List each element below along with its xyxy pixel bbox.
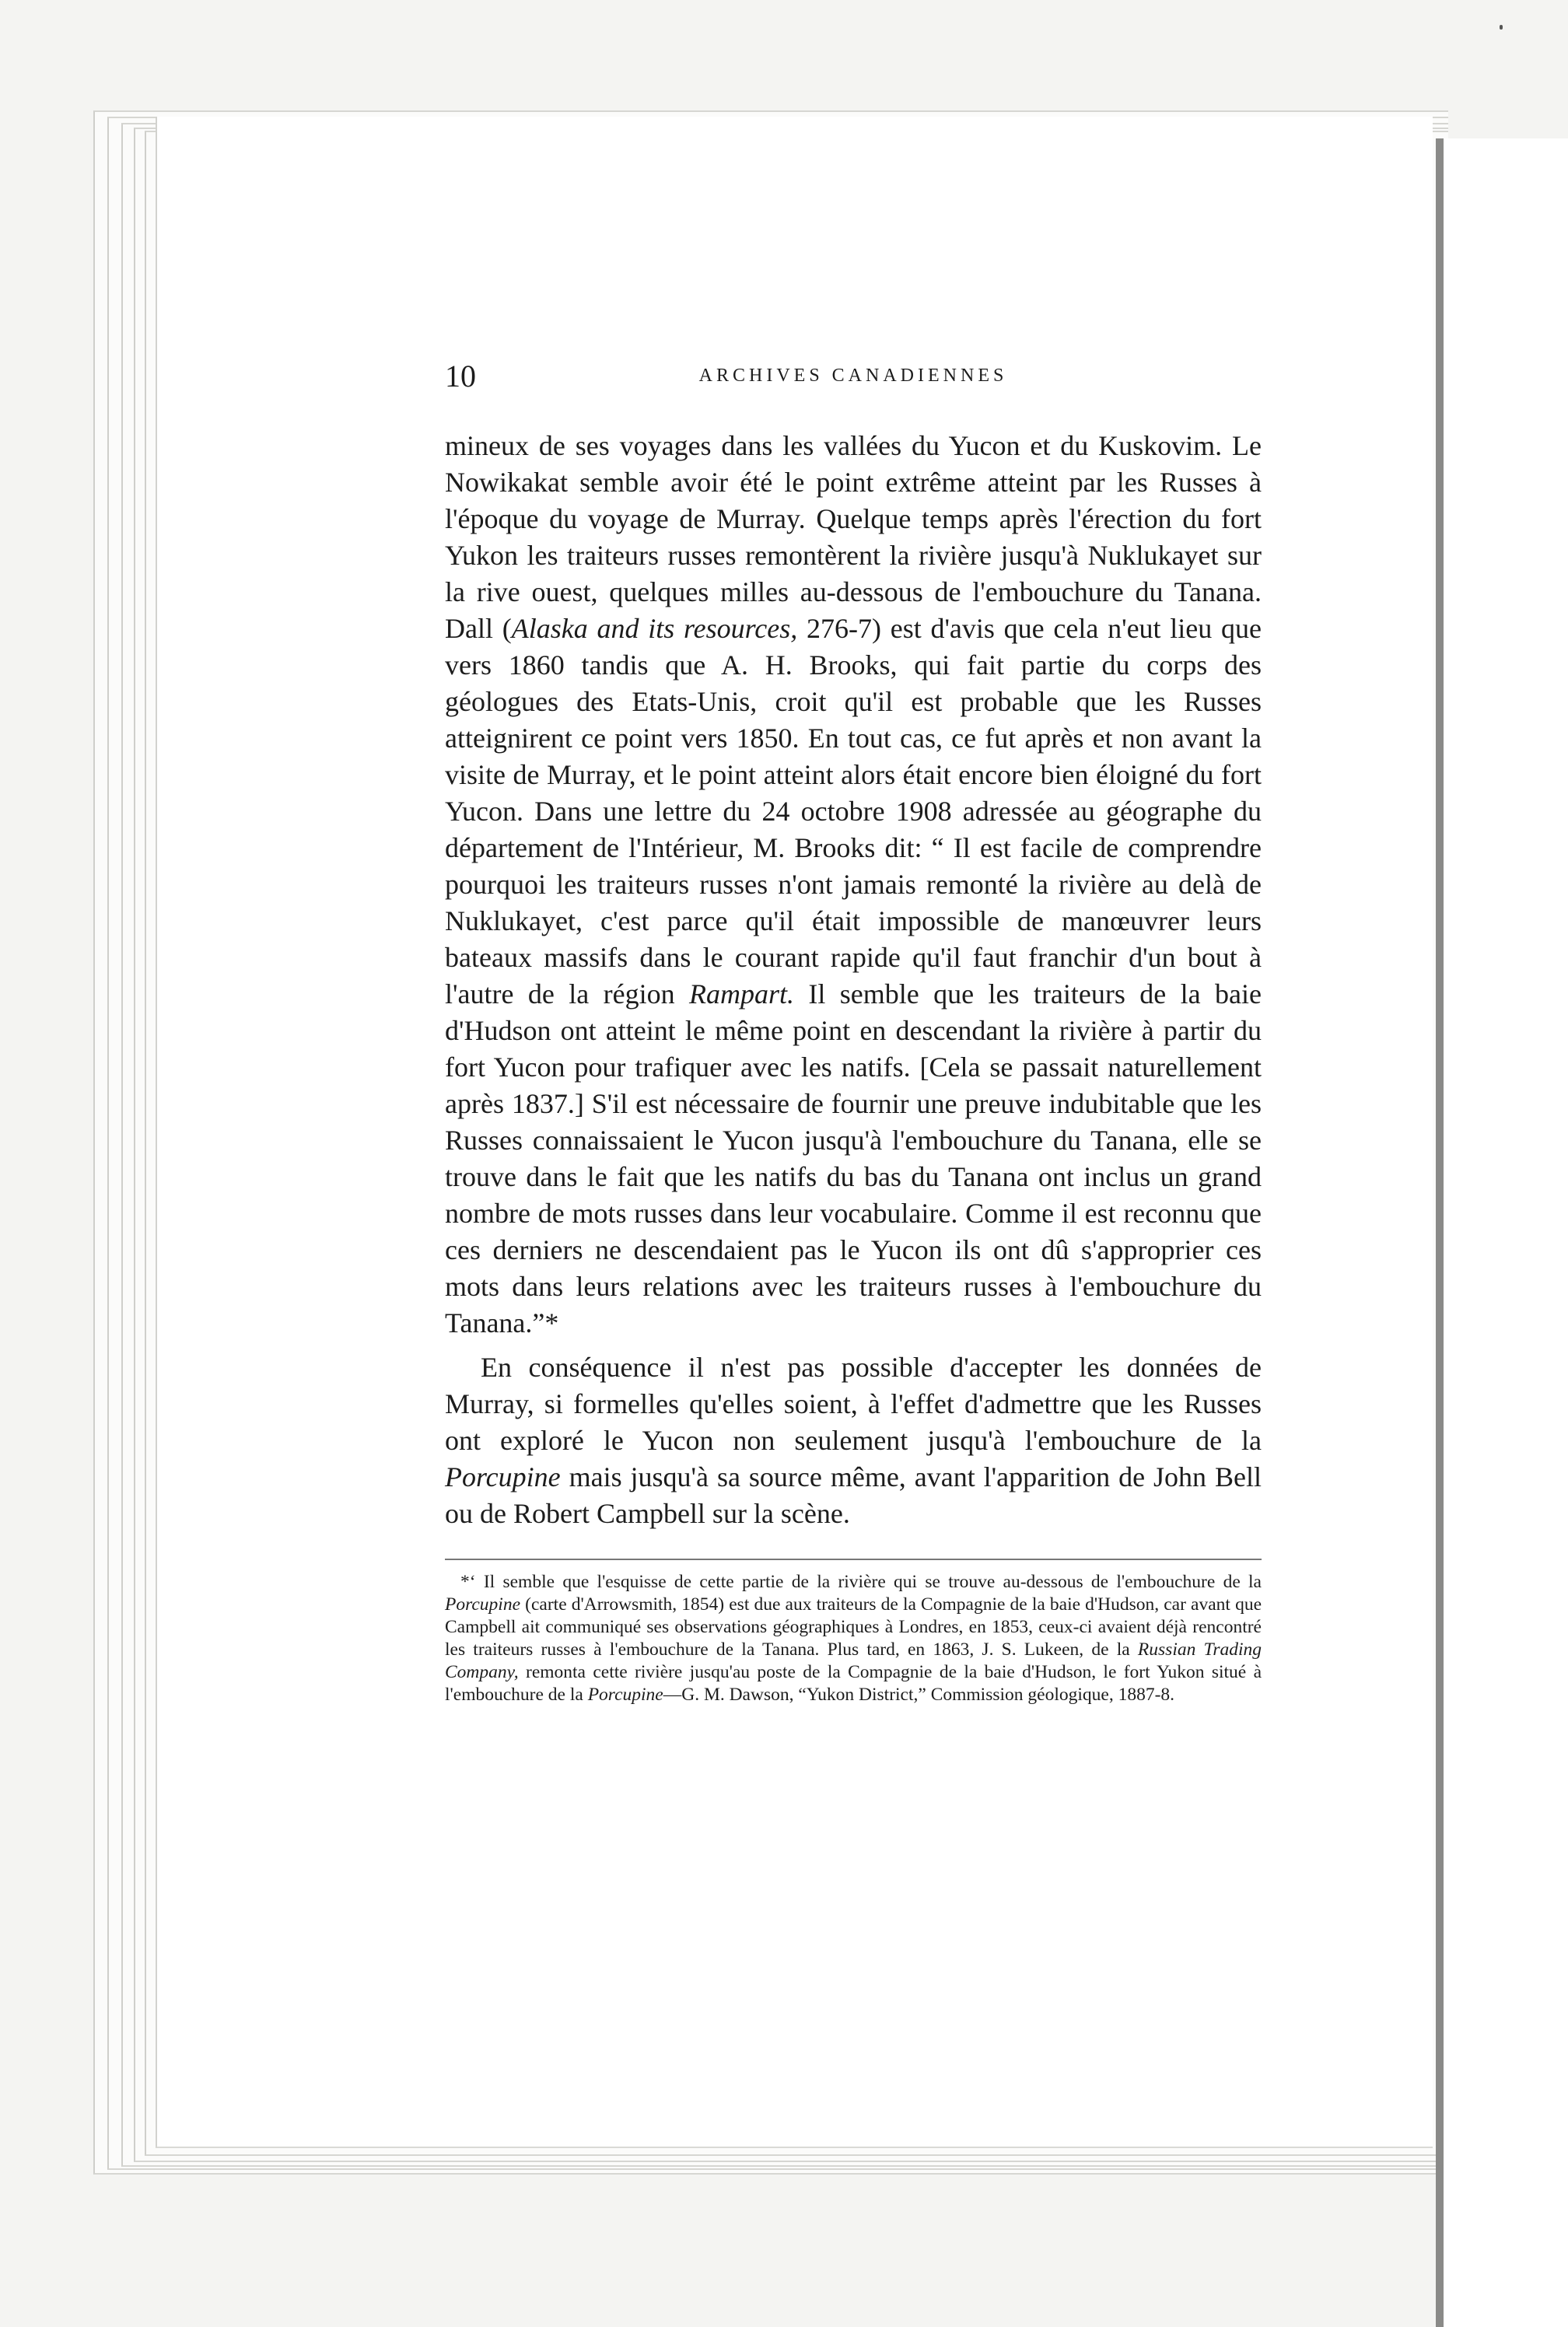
italic-term: Porcupine — [445, 1461, 561, 1492]
text-run: mais jusqu'à sa source même, avant l'apparition de John Bell ou de Robert Campbell sur la scène. — [445, 1461, 1262, 1529]
header-title: ARCHIVES CANADIENNES — [698, 366, 1008, 386]
body-text — [445, 428, 1262, 1532]
footnote — [445, 1571, 1262, 1706]
text-run: Il semble que les traiteurs de la baie d'Hudson ont atteint le même point en descendant la rivière à partir du fort Yucon pour trafiquer avec les natifs. [Cela se passait naturellement après 1837.] S'il est nécessaire de fournir une preuve indubitable que les Russes connaissaient le Yucon jusqu'à l'embouchure du Tanana, elle se trouve dans le fait que les natifs du bas du Tanana ont inclus un grand nombre de mots russes dans leur vocabulaire. Comme il est reconnu que ces derniers ne descendaient pas le Yucon ils ont dû s'approprier ces mots dans leurs relations avec les traiteurs russes à l'embouchure du Tanana.”* — [445, 978, 1262, 1338]
text-run: (carte d'Arrowsmith, 1854) est due aux traiteurs de la Compagnie de la baie d'Hudson, car avant que Campbell ait communiqué ses observations géographiques à Londres, en 1853, ceux-ci avaient déjà rencontré les traiteurs russes à l'embouchure de la Tanana. Plus tard, en 1863, J. S. Lukeen, de la — [445, 1594, 1262, 1660]
italic-term: Rampart. — [688, 978, 794, 1010]
text-run: *‘ Il semble que l'esquisse de cette partie de la rivière qui se trouve au-dessous de l'embouchure de la — [460, 1572, 1262, 1592]
text-run: 276-7) est d'avis que cela n'eut lieu que vers 1860 tandis que A. H. Brooks, qui fait partie du corps des géologues des Etats-Unis, croit qu'il est probable que les Russes atteignirent ce point vers 1850. En tout cas, ce fut après et non avant la visite de Murray, et le point atteint alors était encore bien éloigné du fort Yucon. Dans une lettre du 24 octobre 1908 adressée au géographe du département de l'Intérieur, M. Brooks dit: “ Il est facile de comprendre pourquoi les traiteurs russes n'ont jamais remonté la rivière au delà de Nuklukayet, c'est parce qu'il était impossible de manœuvrer leurs bateaux massifs dans le courant rapide qu'il faut franchir d'un bout à l'autre de la région — [445, 613, 1262, 1010]
adjacent-page-edge — [1436, 138, 1568, 2327]
text-run: En conséquence il n'est pas possible d'accepter les données de Murray, si formelles qu'elles soient, à l'effet d'admettre que les Russes ont exploré le Yucon non seulement jusqu'à l'embouchure de la — [445, 1352, 1262, 1456]
footnote-divider — [445, 1559, 1262, 1560]
italic-term: Porcupine — [587, 1685, 663, 1705]
text-run: mineux de ses voyages dans les vallées du Yucon et du Kuskovim. Le Nowikakat semble avoir été le point extrême atteint par les Russes à l'époque du voyage de Murray. Quelque temps après l'érection du fort Yukon les traiteurs russes remontèrent la rivière jusqu'à Nuklukayet sur la rive ouest, quelques milles au-dessous de l'embouchure du Tanana. Dall ( — [445, 430, 1262, 644]
italic-term: Porcupine — [445, 1594, 521, 1615]
paragraph-2 — [445, 1349, 1262, 1532]
italic-title: Alaska and its resources, — [511, 613, 798, 644]
text-run: remonta cette rivière jusqu'au poste de la Compagnie de la baie d'Hudson, le fort Yukon situé à l'embouchure de la — [445, 1662, 1262, 1705]
running-head — [445, 342, 1262, 397]
page-number: 10 — [445, 359, 476, 394]
speck-mark — [1500, 25, 1503, 30]
paragraph-1 — [445, 428, 1262, 1342]
page-content — [445, 342, 1262, 1706]
text-run: —G. M. Dawson, “Yukon District,” Commission géologique, 1887-8. — [663, 1685, 1175, 1705]
italic-term: Russian Trading Company, — [445, 1639, 1262, 1682]
